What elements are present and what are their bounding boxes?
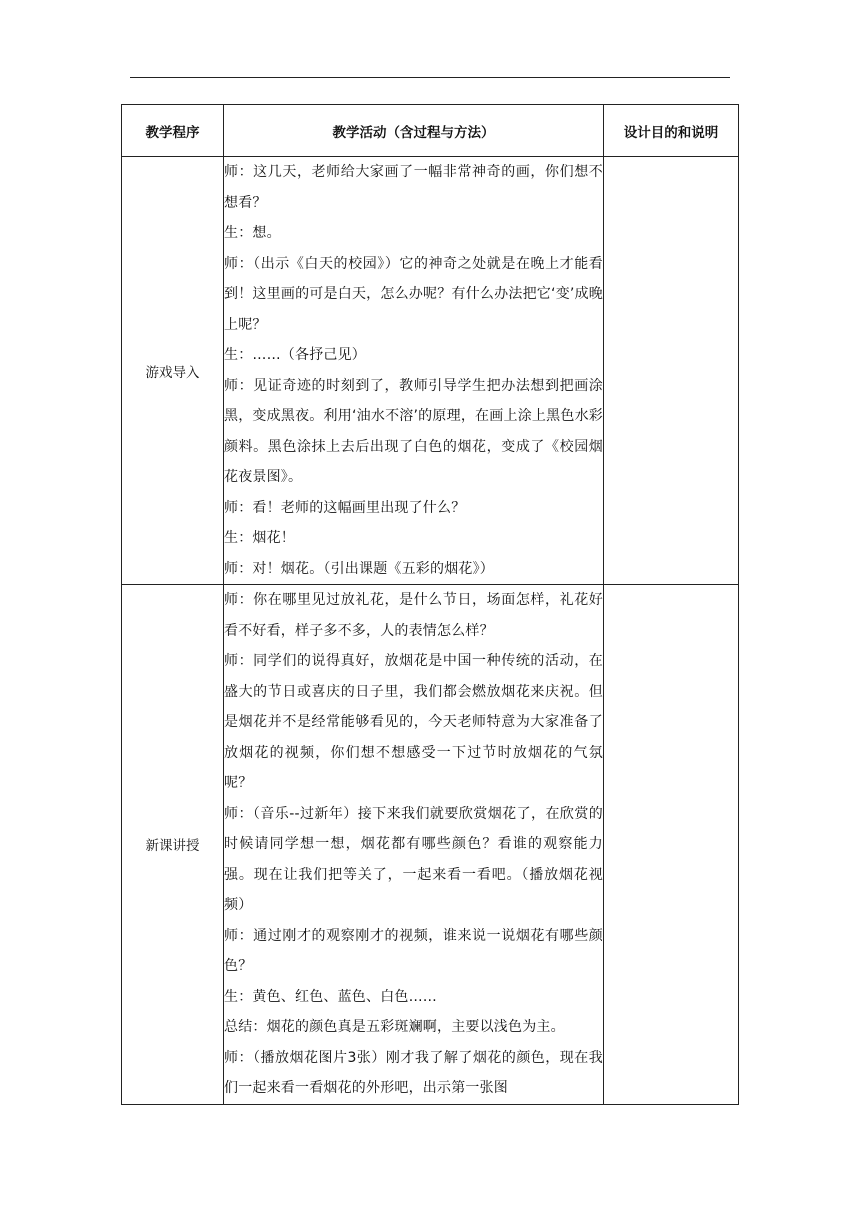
activity-line: 生：黄色、红色、蓝色、白色……	[224, 988, 437, 1005]
activity-cell	[224, 585, 604, 1105]
activity-line: 师：（音乐--过新年）接下来我们就要欣赏烟花了，在欣赏的时候请同学想一想，烟花都有哪些颜色？看谁的观察能力强。现在让我们把等关了，一起来看一看吧。（播放烟花视频）	[224, 805, 603, 913]
stage-cell: 新课讲授	[122, 585, 224, 1105]
table-header-row	[122, 105, 739, 157]
header-rule-line	[130, 77, 730, 78]
activity-line: 师：同学们的说得真好，放烟花是中国一种传统的活动，在盛大的节日或喜庆的日子里，我们都会燃放烟花来庆祝。但是烟花并不是经常能够看见的，今天老师特意为大家准备了放烟花的视频，你们想不想感受一下过节时放烟花的气氛呢？	[224, 653, 603, 791]
lesson-plan-table	[121, 104, 739, 1105]
activity-line: 师：你在哪里见过放礼花，是什么节日，场面怎样，礼花好看不好看，样子多不多，人的表情怎么样？	[224, 592, 603, 639]
table-row	[122, 157, 739, 585]
table-row	[122, 585, 739, 1105]
stage-cell: 游戏导入	[122, 157, 224, 585]
activity-line: 生：想。	[224, 225, 281, 241]
purpose-cell	[604, 157, 739, 585]
activity-line: 师：（播放烟花图片3张）刚才我了解了烟花的颜色，现在我们一起来看一看烟花的外形吧，出示第一张图	[224, 1049, 603, 1096]
header-activity: 教学活动（含过程与方法）	[224, 105, 604, 157]
activity-line: 师：对！烟花。（引出课题《五彩的烟花》）	[224, 560, 494, 577]
activity-line: 生：烟花！	[224, 530, 295, 546]
activity-line: 师：（出示《白天的校园》）它的神奇之处就是在晚上才能看到！这里画的可是白天，怎么办呢？有什么办法把它‘变’成晚上呢？	[224, 255, 603, 333]
header-purpose: 设计目的和说明	[604, 105, 739, 157]
activity-line: 师：看！老师的这幅画里出现了什么？	[224, 499, 466, 516]
purpose-cell	[604, 585, 739, 1105]
activity-line: 总结：烟花的颜色真是五彩斑斓啊，主要以浅色为主。	[224, 1019, 565, 1035]
activity-line: 师：见证奇迹的时刻到了，教师引导学生把办法想到把画涂黑，变成黑夜。利用‘油水不溶’的原理，在画上涂上黑色水彩颜料。黑色涂抹上去后出现了白色的烟花，变成了《校园烟花夜景图》。	[224, 377, 603, 485]
activity-line: 师：这几天，老师给大家画了一幅非常神奇的画，你们想不想看？	[224, 164, 603, 211]
activity-line: 生：……（各抒己见）	[224, 347, 366, 363]
activity-cell	[224, 157, 604, 585]
activity-line: 师：通过刚才的观察刚才的视频，谁来说一说烟花有哪些颜色？	[224, 927, 603, 974]
header-procedure: 教学程序	[122, 105, 224, 157]
